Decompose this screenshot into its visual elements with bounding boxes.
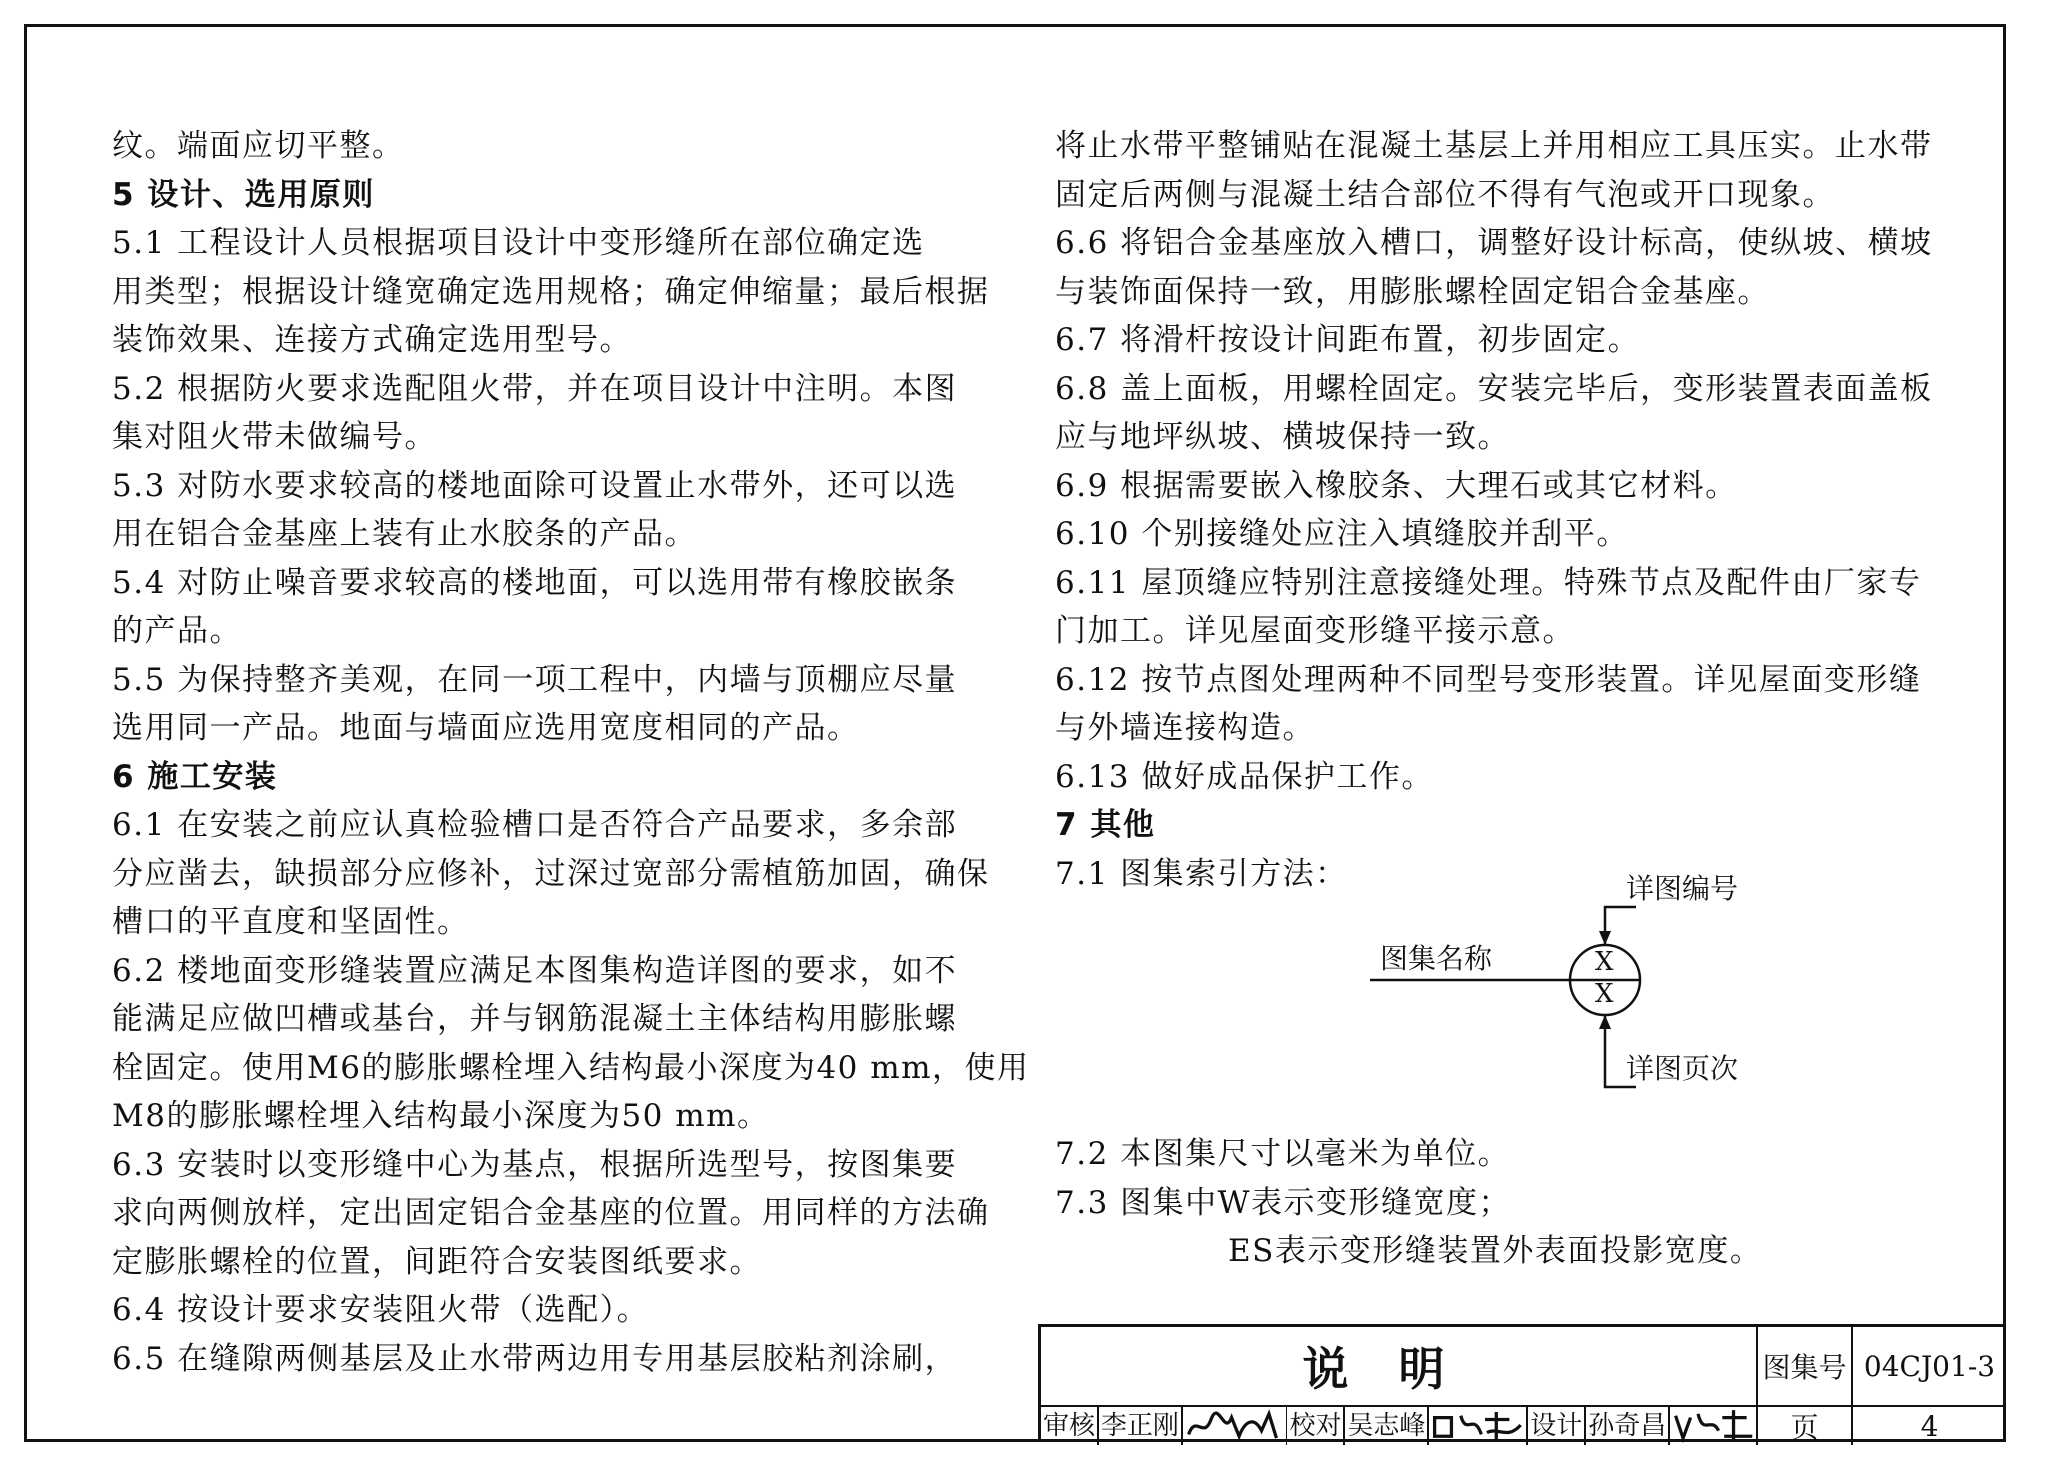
text-line: 5.3 对防水要求较高的楼地面除可设置止水带外，还可以选: [112, 467, 958, 504]
page-number: 4: [1920, 1409, 1939, 1443]
text-line: 将止水带平整铺贴在混凝土基层上并用相应工具压实。止水带: [1055, 128, 1933, 164]
text-line: 6.12 按节点图处理两种不同型号变形装置。详见屋面变形缝: [1055, 661, 1922, 698]
text-line: 定膨胀螺栓的位置，间距符合安装图纸要求。: [112, 1243, 762, 1280]
text-line: 6.6 将铝合金基座放入槽口，调整好设计标高，使纵坡、横坡: [1055, 225, 1933, 261]
section-heading: 6 施工安装: [112, 758, 278, 795]
section-heading: 7 其他: [1055, 807, 1156, 843]
signature-row: [1041, 1407, 1758, 1445]
atlas-name-label: 图集名称: [1380, 942, 1493, 975]
text-line: 5.4 对防止噪音要求较高的楼地面，可以选用带有橡胶嵌条: [112, 564, 958, 601]
check-label: 校对: [1289, 1411, 1342, 1441]
text-line: 能满足应做凹槽或基台，并与钢筋混凝土主体结构用膨胀螺: [112, 1001, 957, 1037]
text-line: 6.7 将滑杆按设计间距布置，初步固定。: [1055, 322, 1641, 358]
text-line: 用类型；根据设计缝宽确定选用规格；确定伸缩量；最后根据: [112, 273, 990, 310]
text-line: 6.11 屋顶缝应特别注意接缝处理。特殊节点及配件由厂家专: [1055, 564, 1922, 601]
design-signature: [1670, 1407, 1756, 1445]
text-line: 7.1 图集索引方法：: [1055, 855, 1348, 892]
text-line: 6.10 个别接缝处应注入填缝胶并刮平。: [1055, 516, 1629, 552]
text-line: 5.5 为保持整齐美观，在同一项工程中，内墙与顶棚应尽量: [112, 661, 958, 698]
text-line: 栓固定。使用M6的膨胀螺栓埋入结构最小深度为40 mm，使用: [112, 1049, 1030, 1086]
detail-number-leader-line: [1605, 907, 1636, 945]
drawing-title: 说明: [1041, 1327, 1758, 1407]
text-line: 选用同一产品。地面与墙面应选用宽度相同的产品。: [112, 710, 860, 746]
check-name: 吴志峰: [1347, 1411, 1426, 1441]
text-line: 纹。端面应切平整。: [112, 128, 405, 164]
atlas-no: 04CJ01-3: [1853, 1327, 2006, 1407]
design-name: 孙奇昌: [1588, 1411, 1667, 1441]
text-line: 应与地坪纵坡、横坡保持一致。: [1055, 419, 1510, 455]
text-line: 6.3 安装时以变形缝中心为基点，根据所选型号，按图集要: [112, 1146, 958, 1183]
detail-number-label: 详图编号: [1626, 872, 1739, 905]
title-block: [1038, 1324, 2006, 1442]
text-line: 6.8 盖上面板，用螺栓固定。安装完毕后，变形装置表面盖板: [1055, 370, 1933, 407]
text-line: 5.1 工程设计人员根据项目设计中变形缝所在部位确定选: [112, 225, 925, 261]
text-line: 7.3 图集中W表示变形缝宽度；: [1055, 1184, 1512, 1221]
text-line: 与外墙连接构造。: [1055, 710, 1315, 746]
text-line: 门加工。详见屋面变形缝平接示意。: [1055, 613, 1575, 649]
text-line: 7.2 本图集尺寸以毫米为单位。: [1055, 1136, 1511, 1172]
review-name: 李正刚: [1100, 1411, 1179, 1441]
text-line: ES表示变形缝装置外表面投影宽度。: [1228, 1233, 1763, 1269]
atlas-no-label: 图集号: [1758, 1327, 1853, 1407]
page-label: 页: [1758, 1407, 1853, 1445]
text-line: 6.1 在安装之前应认真检验槽口是否符合产品要求，多余部: [112, 807, 958, 843]
review-label: 审核: [1043, 1411, 1096, 1441]
detail-page-label: 详图页次: [1626, 1052, 1739, 1085]
review-signature: [1183, 1407, 1286, 1445]
atlas-index-diagram: [1370, 865, 1750, 1095]
text-line: 固定后两侧与混凝土结合部位不得有气泡或开口现象。: [1055, 176, 1835, 213]
text-line: 分应凿去，缺损部分应修补，过深过宽部分需植筋加固，确保: [112, 855, 990, 892]
text-line: 装饰效果、连接方式确定选用型号。: [112, 322, 632, 358]
text-line: 求向两侧放样，定出固定铝合金基座的位置。用同样的方法确: [112, 1195, 990, 1231]
text-line: 5.2 根据防火要求选配阻火带，并在项目设计中注明。本图: [112, 370, 958, 407]
text-line: M8的膨胀螺栓埋入结构最小深度为50 mm。: [112, 1098, 770, 1134]
text-line: 用在铝合金基座上装有止水胶条的产品。: [112, 516, 697, 552]
index-top-symbol: X: [1595, 947, 1614, 977]
design-label: 设计: [1530, 1411, 1583, 1441]
text-line: 6.9 根据需要嵌入橡胶条、大理石或其它材料。: [1055, 467, 1738, 504]
text-line: 的产品。: [112, 613, 242, 649]
detail-page-arrow: [1599, 1015, 1611, 1029]
index-bottom-symbol: X: [1595, 979, 1614, 1009]
text-line: 与装饰面保持一致，用膨胀螺栓固定铝合金基座。: [1055, 273, 1770, 310]
detail-number-arrow: [1599, 931, 1611, 945]
text-line: 6.5 在缝隙两侧基层及止水带两边用专用基层胶粘剂涂刷，: [112, 1340, 958, 1377]
text-line: 集对阻火带未做编号。: [112, 419, 437, 455]
text-line: 6.13 做好成品保护工作。: [1055, 758, 1434, 795]
check-signature: [1429, 1407, 1526, 1445]
section-heading: 5 设计、选用原则: [112, 176, 375, 213]
left-text-column: [112, 122, 1030, 1383]
right-text-column: [1055, 122, 1935, 1276]
text-line: 6.2 楼地面变形缝装置应满足本图集构造详图的要求，如不: [112, 952, 958, 989]
text-line: 6.4 按设计要求安装阻火带（选配）。: [112, 1292, 650, 1328]
text-line: 槽口的平直度和坚固性。: [112, 904, 470, 940]
